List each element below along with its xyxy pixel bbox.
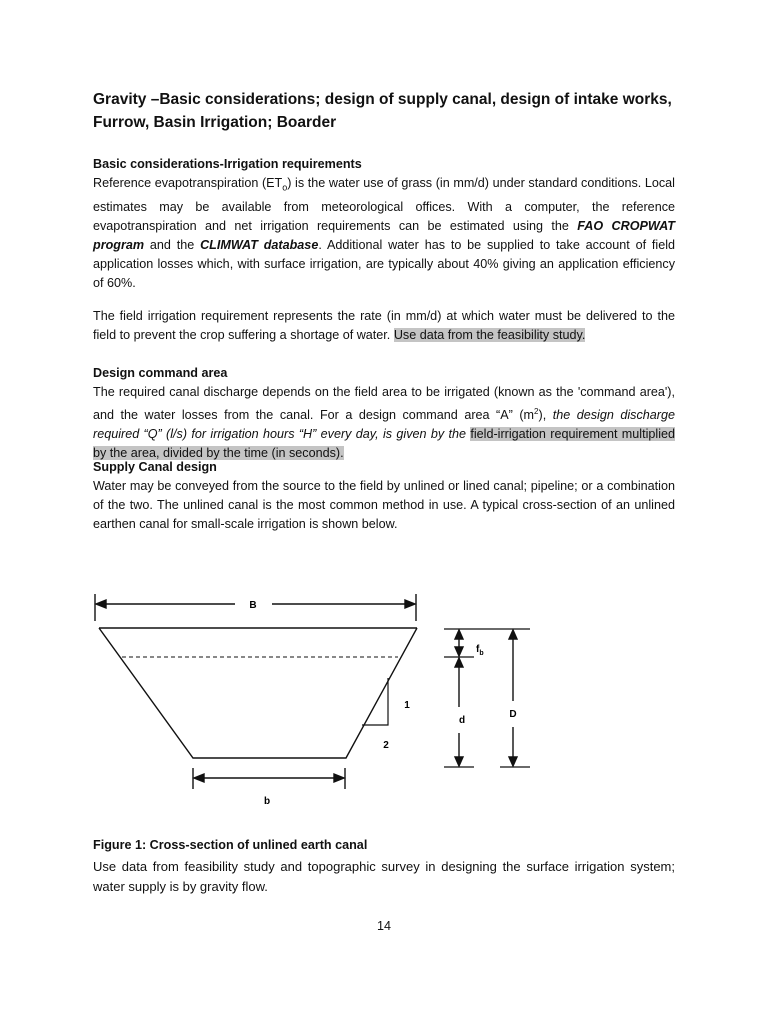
dim-D-arrow-down bbox=[509, 757, 517, 766]
slope-triangle bbox=[362, 678, 388, 725]
dim-b-arrow-right bbox=[334, 774, 344, 782]
dim-B-arrow-right bbox=[405, 600, 415, 608]
dim-fb-arrow-up bbox=[455, 630, 463, 639]
dim-b-arrow-left bbox=[194, 774, 204, 782]
paragraph-reference-evapotranspiration: Reference evapotranspiration $(ET_o)$ is the water use of grass (in mm/d) under standard conditions. Local estimates may be available from meteorological offices. With a computer, the reference evapotranspiration and net irrigation requirements can be estimated using the FAO CROPWAT program and the CLIMWAT database. Additional water has to be supplied to take account of field application losses which, with surface irrigation, are typically about 40% giving an application efficiency of 60%. bbox=[93, 176, 675, 290]
page-number: 14 bbox=[376, 919, 391, 933]
dim-fb-arrow-down bbox=[455, 647, 463, 656]
dim-d-arrow-down bbox=[455, 757, 463, 766]
dim-D-arrow-up bbox=[509, 630, 517, 639]
section-heading-supply-canal: Supply Canal design bbox=[93, 460, 217, 474]
label-d: d bbox=[458, 715, 466, 726]
canal-cross-section-figure bbox=[80, 585, 560, 825]
dim-d-arrow-up bbox=[455, 658, 463, 667]
section-heading-command-area: Design command area bbox=[93, 366, 228, 380]
paragraph-supply-canal: Water may be conveyed from the source to the field by unlined or lined canal; pipeline; or a combination of the two. The unlined canal is the most common method in use. A typical cross-section of an unlined earthen canal for small-scale irrigation is shown below. bbox=[93, 479, 675, 531]
label-D: D bbox=[509, 709, 517, 720]
label-freeboard: $f_b$ bbox=[476, 644, 484, 657]
canal-trapezoid bbox=[99, 628, 417, 758]
label-slope-horizontal: 2 bbox=[383, 740, 389, 751]
label-B: B bbox=[249, 600, 257, 611]
section-heading-irrigation-requirements: Basic considerations-Irrigation requirements bbox=[93, 157, 362, 171]
label-slope-vertical: 1 bbox=[404, 700, 410, 711]
label-b: b bbox=[263, 796, 271, 807]
figure-caption: Figure 1: Cross-section of unlined earth canal bbox=[93, 838, 368, 852]
page-title: Gravity –Basic considerations; design of supply canal, design of intake works, Furrow, Basin Irrigation; Boarder bbox=[93, 91, 672, 131]
canal-cross-section-diagram bbox=[80, 585, 560, 825]
paragraph-command-area: The required canal discharge depends on the field area to be irrigated (known as the 'command area'), and the water losses from the canal. For a design command area “A” $(m^2)$, the design discharge required “Q” (l/s) for irrigation hours “H” every day, is given by the field-irrigation requirement multiplied by the area, divided by the time (in seconds). bbox=[93, 385, 675, 461]
paragraph-closing: Use data from feasibility study and topographic survey in designing the surface irrigation system; water supply is by gravity flow. bbox=[93, 859, 675, 894]
paragraph-field-irrigation-requirement: The field irrigation requirement represents the rate (in mm/d) at which water must be delivered to the field to prevent the crop suffering a shortage of water. Use data from the feasibility study. bbox=[93, 309, 675, 342]
dim-B-arrow-left bbox=[96, 600, 106, 608]
